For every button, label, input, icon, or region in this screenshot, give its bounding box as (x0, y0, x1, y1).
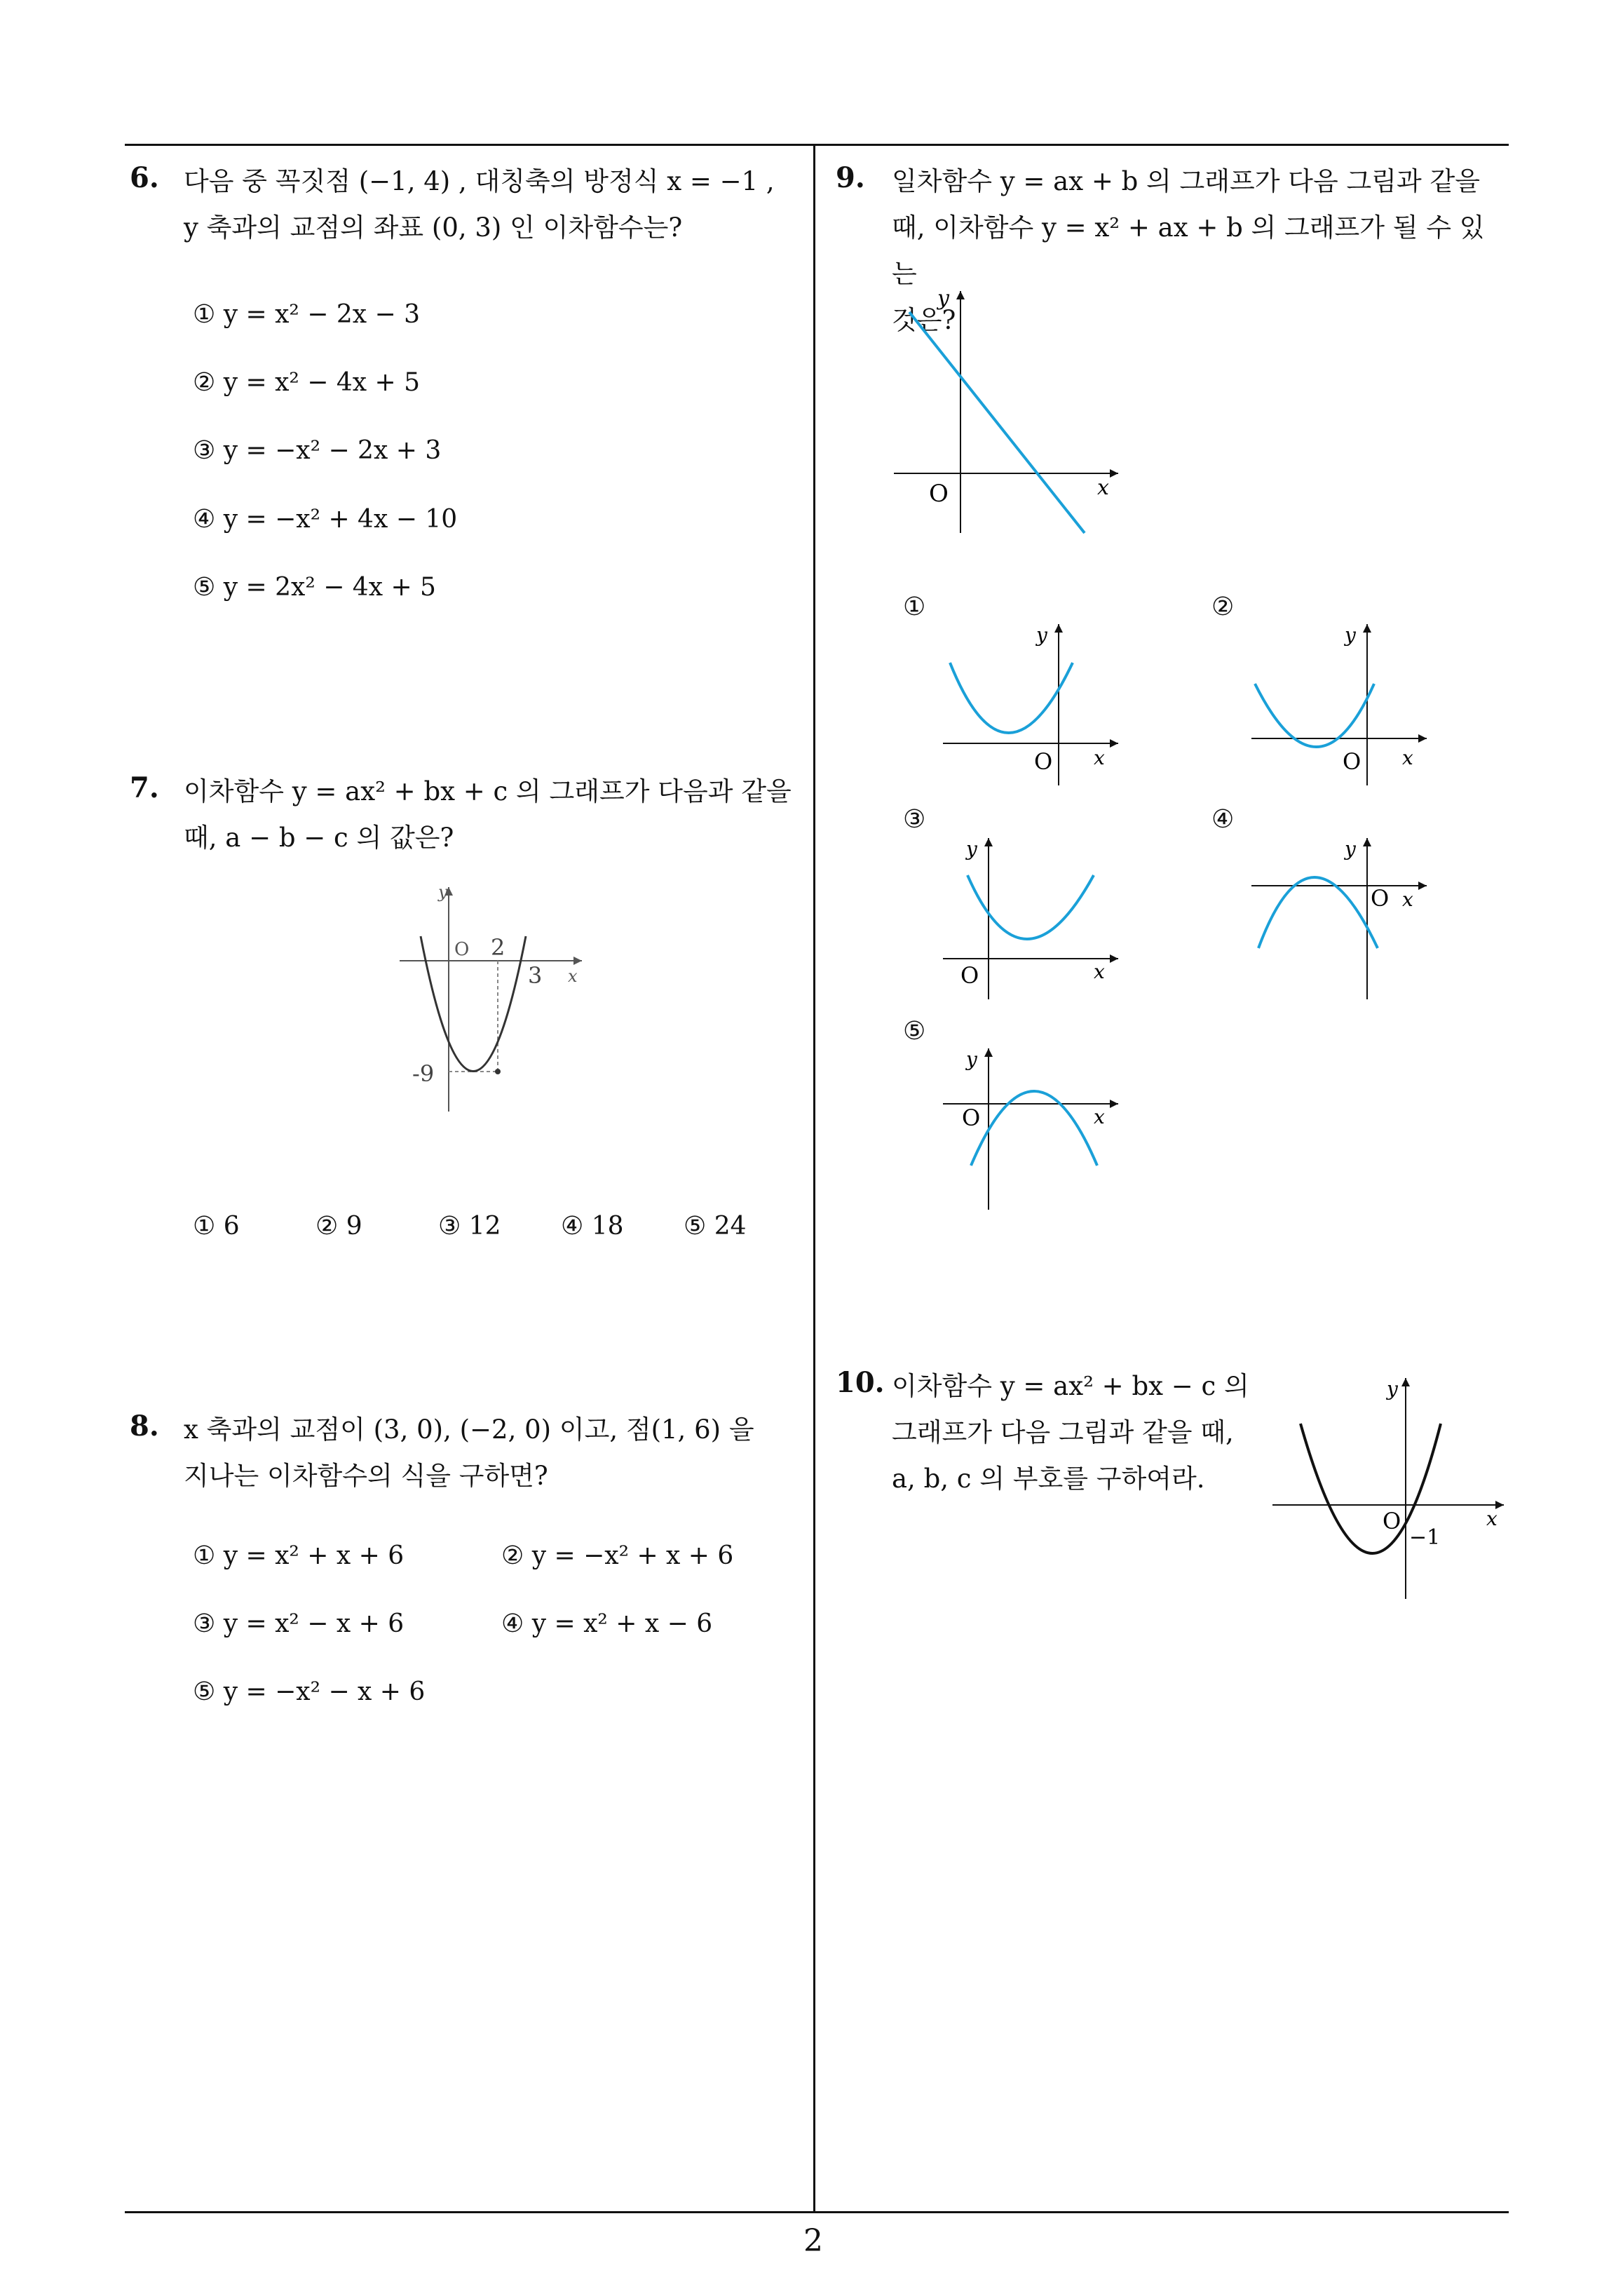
question-7-text (184, 769, 808, 861)
question-7-line-2: 때, a − b − c 의 값은? (184, 823, 454, 853)
question-6-number: 6. (130, 161, 159, 194)
q7-choice-2[interactable]: ② 9 (315, 1212, 362, 1241)
q7-choice-5[interactable]: ⑤ 24 (684, 1212, 747, 1241)
q7-choice-4[interactable]: ④ 18 (561, 1212, 624, 1241)
q9-c2-x-label: x (1402, 746, 1413, 769)
q9-linear-y-label: y (937, 286, 949, 311)
q8-choice-5[interactable]: ⑤ y = −x² − x + 6 (193, 1677, 426, 1706)
q8-choice-2[interactable]: ② y = −x² + x + 6 (501, 1541, 734, 1570)
q9-c1-y-label: y (1036, 623, 1047, 647)
question-9-line-2: 때, 이차함수 y = x² + ax + b 의 그래프가 될 수 있는 (892, 212, 1485, 289)
q9-choice-5-marker[interactable]: ⑤ (903, 1017, 926, 1046)
question-6-line-1: 다음 중 꼭짓점 (−1, 4) , 대칭축의 방정식 x = −1 , (184, 166, 775, 196)
question-8-number: 8. (130, 1410, 159, 1443)
q7-x-label: x (568, 966, 578, 986)
q9-choice-1-graph[interactable] (939, 614, 1136, 789)
question-7-number: 7. (130, 771, 159, 804)
q9-choice-1-marker[interactable]: ① (903, 593, 926, 621)
question-10-line-2: 그래프가 다음 그림과 같을 때, (892, 1417, 1234, 1447)
q7-graph (393, 877, 603, 1122)
q9-c1-origin: O (1034, 748, 1053, 775)
q9-c3-origin: O (960, 962, 979, 989)
q6-choice-3[interactable]: ③ y = −x² − 2x + 3 (193, 436, 442, 465)
column-divider (813, 144, 815, 2213)
q7-label-neg9: -9 (412, 1060, 435, 1087)
question-10-number: 10. (836, 1366, 885, 1399)
question-9-line-3: 것은? (892, 305, 956, 335)
q9-c5-x-label: x (1094, 1105, 1105, 1128)
q9-choice-2-graph[interactable] (1248, 614, 1444, 789)
q9-c3-x-label: x (1094, 960, 1105, 983)
q9-c5-origin: O (962, 1105, 981, 1131)
question-8-line-1: x 축과의 교점이 (3, 0), (−2, 0) 이고, 점(1, 6) 을 (184, 1414, 754, 1445)
q6-choice-1[interactable]: ① y = x² − 2x − 3 (193, 300, 421, 329)
question-8-line-2: 지나는 이차함수의 식을 구하면? (184, 1461, 548, 1491)
q9-choice-3-marker[interactable]: ③ (903, 805, 926, 834)
q9-c1-x-label: x (1094, 746, 1105, 769)
q10-origin: O (1383, 1508, 1401, 1534)
question-9-line-1: 일차함수 y = ax + b 의 그래프가 다음 그림과 같을 (892, 166, 1481, 196)
q6-choice-4[interactable]: ④ y = −x² + 4x − 10 (193, 505, 458, 534)
q9-c2-origin: O (1343, 748, 1361, 775)
q9-choice-4-graph[interactable] (1248, 828, 1444, 1003)
q9-c4-origin: O (1371, 885, 1390, 912)
q8-choice-4[interactable]: ④ y = x² + x − 6 (501, 1609, 713, 1638)
q9-linear-origin: O (929, 480, 949, 508)
bottom-rule (125, 2211, 1509, 2213)
q10-label-neg1: −1 (1409, 1525, 1441, 1550)
top-rule (125, 144, 1509, 146)
q7-y-label: y (438, 882, 448, 902)
q9-c3-y-label: y (966, 837, 977, 860)
q10-x-label: x (1486, 1507, 1498, 1530)
q7-origin-label: O (454, 939, 470, 960)
q9-c2-y-label: y (1345, 623, 1356, 647)
question-8-text (184, 1407, 808, 1499)
q8-choice-1[interactable]: ① y = x² + x + 6 (193, 1541, 405, 1570)
question-10-line-1: 이차함수 y = ax² + bx − c 의 (892, 1371, 1249, 1401)
q9-c4-x-label: x (1402, 888, 1413, 911)
question-9-number: 9. (836, 161, 865, 194)
q7-label-3: 3 (528, 962, 543, 989)
q7-label-2: 2 (491, 934, 505, 961)
q10-graph (1269, 1368, 1507, 1606)
q10-y-label: y (1387, 1377, 1398, 1400)
q9-linear-x-label: x (1097, 475, 1109, 500)
question-10-text (892, 1363, 1256, 1502)
q7-choice-1[interactable]: ① 6 (193, 1212, 240, 1241)
q9-choice-2-marker[interactable]: ② (1211, 593, 1235, 621)
q7-choice-3[interactable]: ③ 12 (438, 1212, 501, 1241)
question-10-line-3: a, b, c 의 부호를 구하여라. (892, 1464, 1205, 1494)
q9-choice-3-graph[interactable] (939, 828, 1136, 1003)
q9-c5-y-label: y (966, 1048, 977, 1071)
q6-choice-5[interactable]: ⑤ y = 2x² − 4x + 5 (193, 573, 436, 602)
q9-c4-y-label: y (1345, 837, 1356, 860)
q9-linear-graph (887, 284, 1139, 543)
q6-choice-2[interactable]: ② y = x² − 4x + 5 (193, 368, 421, 397)
q9-choice-5-graph[interactable] (939, 1038, 1136, 1213)
question-6-line-2: y 축과의 교점의 좌표 (0, 3) 인 이차함수는? (184, 212, 683, 243)
question-7-line-1: 이차함수 y = ax² + bx + c 의 그래프가 다음과 같을 (184, 776, 792, 806)
q9-choice-4-marker[interactable]: ④ (1211, 805, 1235, 834)
page-number: 2 (803, 2223, 823, 2259)
question-6-text (184, 158, 808, 251)
q8-choice-3[interactable]: ③ y = x² − x + 6 (193, 1609, 405, 1638)
